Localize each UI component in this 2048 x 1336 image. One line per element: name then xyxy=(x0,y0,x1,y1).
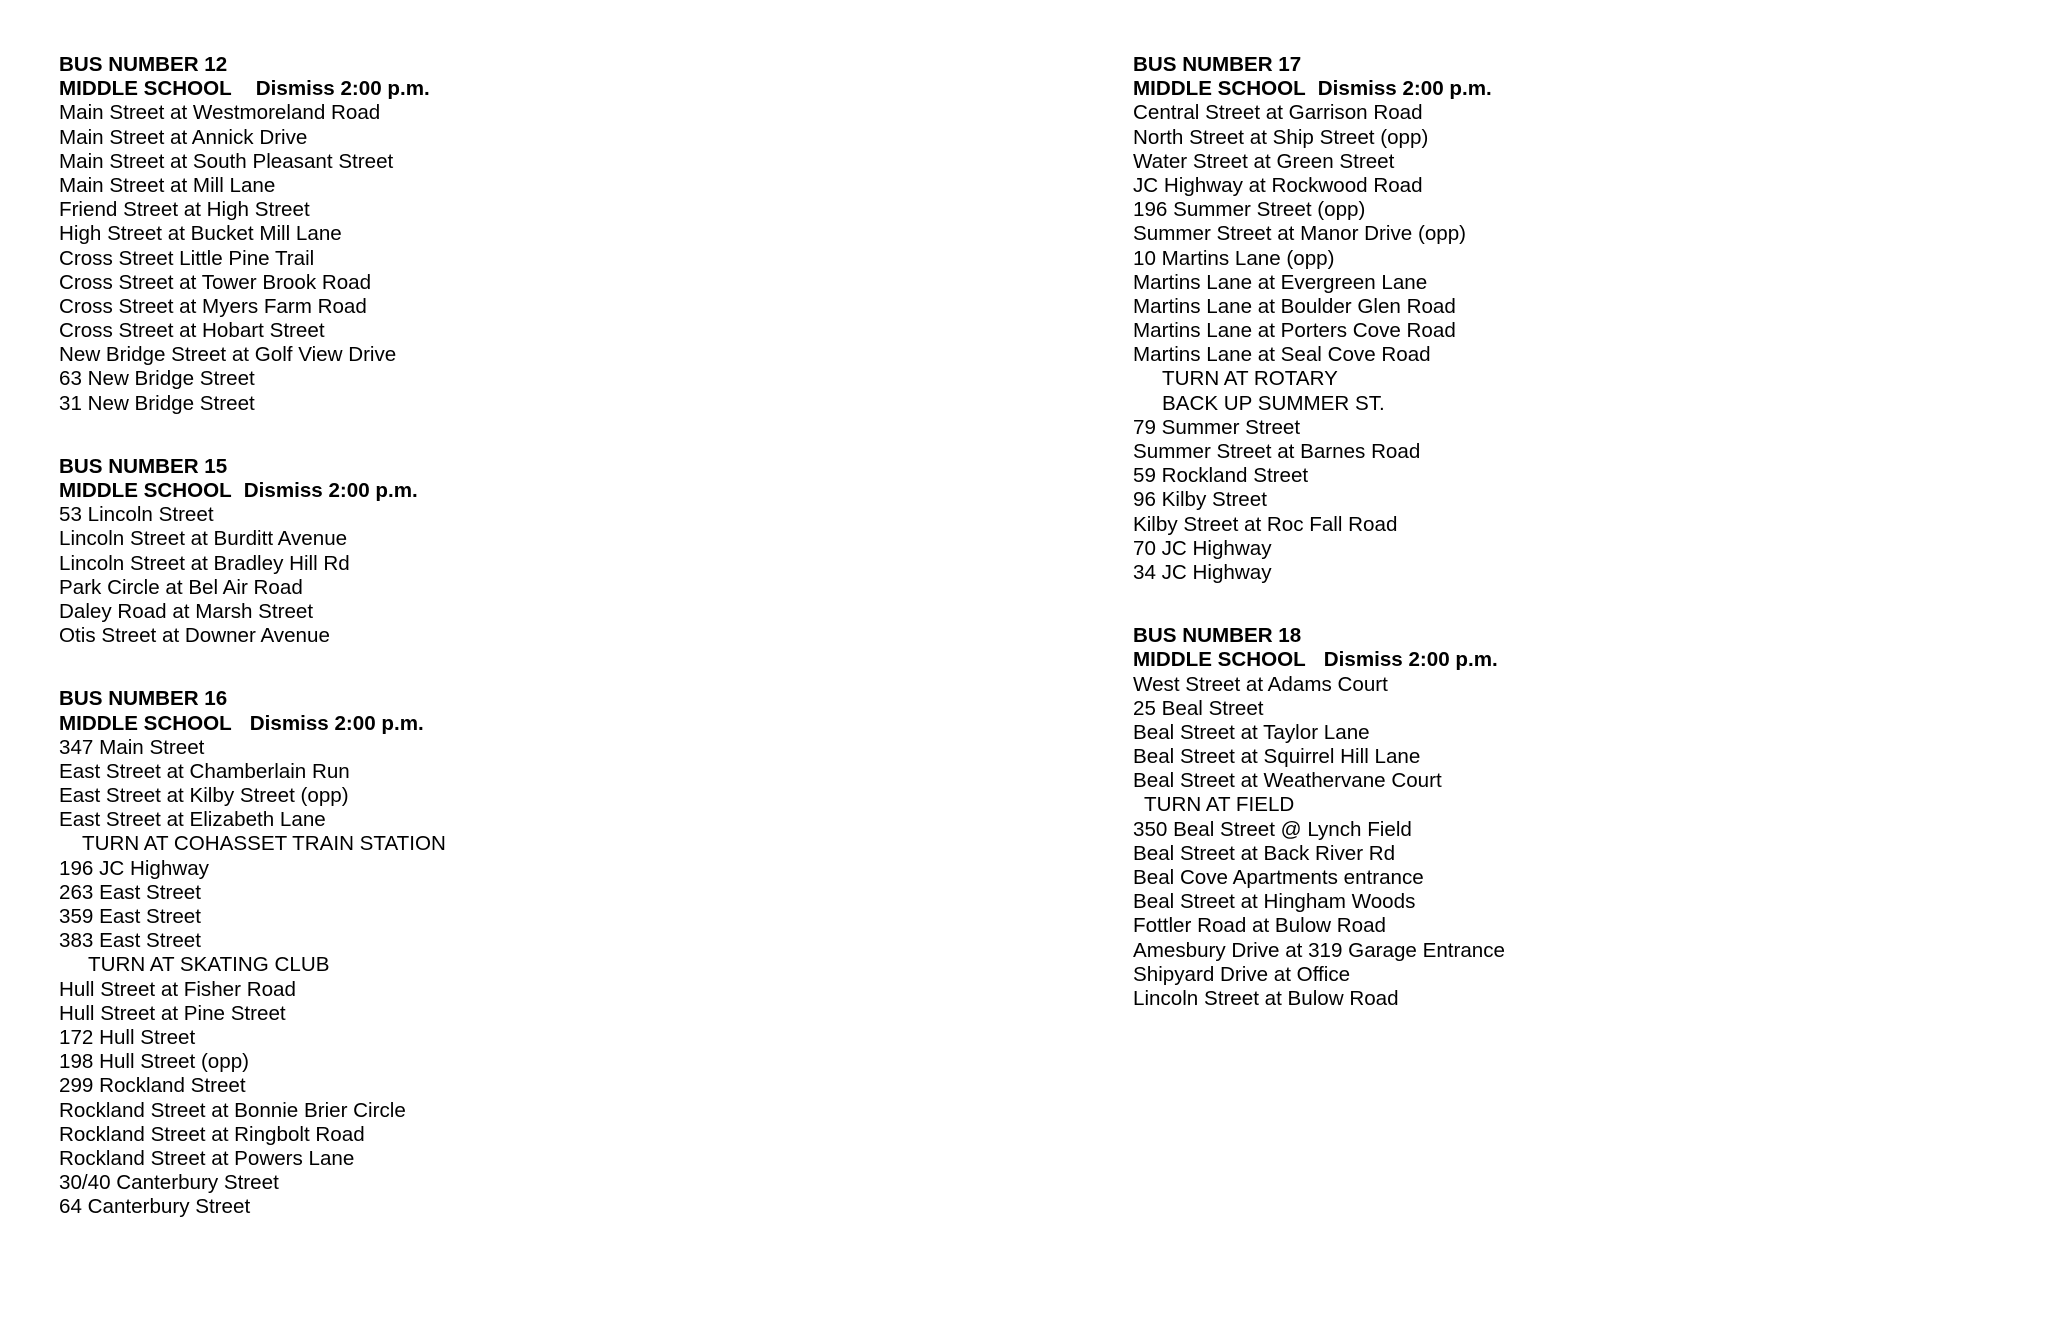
stop: Water Street at Green Street xyxy=(1133,149,1395,173)
stop: Beal Cove Apartments entrance xyxy=(1133,866,1424,889)
stop: West Street at Adams Court xyxy=(1133,672,1388,696)
stop: Rockland Street at Powers Lane xyxy=(59,1146,355,1170)
school-name: MIDDLE SCHOOL xyxy=(1133,648,1306,672)
stop: Daley Road at Marsh Street xyxy=(59,599,314,623)
stop: Lincoln Street at Burditt Avenue xyxy=(59,527,348,551)
bus-number-heading: BUS NUMBER 16 xyxy=(59,687,228,711)
stop: Main Street at South Pleasant Street xyxy=(59,149,394,173)
stop: 172 Hull Street xyxy=(59,1025,196,1049)
dismiss-time: Dismiss 2:00 p.m. xyxy=(243,479,418,502)
stop: 383 East Street xyxy=(59,929,201,953)
stop: Cross Street at Tower Brook Road xyxy=(59,270,372,294)
stop: 263 East Street xyxy=(59,880,201,904)
stop: Friend Street at High Street xyxy=(59,198,310,222)
bus-18-route xyxy=(1133,624,2013,1011)
bus-number-heading: BUS NUMBER 17 xyxy=(1133,53,1302,76)
stop: Beal Street at Weathervane Court xyxy=(1133,769,1442,793)
school-name: MIDDLE SCHOOL xyxy=(59,479,232,502)
stop: 196 JC Highway xyxy=(59,856,209,880)
dismiss-time: Dismiss 2:00 p.m. xyxy=(249,711,424,735)
bus-15-route xyxy=(59,455,1059,649)
stop: 79 Summer Street xyxy=(1133,415,1301,439)
bus-number-heading: BUS NUMBER 12 xyxy=(59,53,228,76)
stop: Martins Lane at Porters Cove Road xyxy=(1133,319,1456,343)
stop: 31 New Bridge Street xyxy=(59,391,255,415)
school-dismiss-line xyxy=(59,712,1059,736)
stop: Main Street at Mill Lane xyxy=(59,173,276,197)
stop: Rockland Street at Ringbolt Road xyxy=(59,1122,365,1146)
stop: Park Circle at Bel Air Road xyxy=(59,575,303,599)
left-column xyxy=(59,53,1059,1258)
stop: East Street at Chamberlain Run xyxy=(59,759,350,783)
stop: New Bridge Street at Golf View Drive xyxy=(59,343,397,367)
bus-number-heading: BUS NUMBER 15 xyxy=(59,454,228,478)
school-dismiss-line xyxy=(59,77,1059,101)
stop: 34 JC Highway xyxy=(1133,560,1272,584)
stop: 196 Summer Street (opp) xyxy=(1133,198,1366,222)
stop: Rockland Street at Bonnie Brier Circle xyxy=(59,1098,406,1122)
stop: 10 Martins Lane (opp) xyxy=(1133,246,1335,270)
bus-number-heading: BUS NUMBER 18 xyxy=(1133,624,1302,648)
stop: Hull Street at Fisher Road xyxy=(59,977,296,1001)
stop: Main Street at Annick Drive xyxy=(59,125,308,149)
route-instruction: TURN AT FIELD xyxy=(1144,793,1295,817)
school-dismiss-line xyxy=(1133,77,2013,101)
school-name: MIDDLE SCHOOL xyxy=(1133,77,1306,101)
stop: 59 Rockland Street xyxy=(1133,464,1309,488)
stop: Fottler Road at Bulow Road xyxy=(1133,914,1386,938)
dismiss-time: Dismiss 2:00 p.m. xyxy=(255,77,430,101)
stop: Martins Lane at Seal Cove Road xyxy=(1133,343,1431,367)
stop: Cross Street at Hobart Street xyxy=(59,319,325,343)
stop: Main Street at Westmoreland Road xyxy=(59,101,381,125)
bus-12-route xyxy=(59,53,1059,416)
stop: Hull Street at Pine Street xyxy=(59,1001,286,1025)
school-dismiss-line xyxy=(59,479,1059,503)
route-instruction: TURN AT ROTARY xyxy=(1162,367,1338,391)
stop: High Street at Bucket Mill Lane xyxy=(59,222,342,246)
stop: East Street at Elizabeth Lane xyxy=(59,808,326,832)
stop: Cross Street Little Pine Trail xyxy=(59,246,315,270)
stop: 30/40 Canterbury Street xyxy=(59,1171,279,1195)
dismiss-time: Dismiss 2:00 p.m. xyxy=(1317,77,1492,101)
stop: Martins Lane at Boulder Glen Road xyxy=(1133,294,1456,318)
dismiss-time: Dismiss 2:00 p.m. xyxy=(1323,648,1498,672)
stop: Summer Street at Manor Drive (opp) xyxy=(1133,222,1467,246)
stop: Cross Street at Myers Farm Road xyxy=(59,294,367,318)
stop: 63 New Bridge Street xyxy=(59,367,255,391)
right-column xyxy=(1133,53,2013,1050)
stop: 96 Kilby Street xyxy=(1133,488,1267,512)
stop: North Street at Ship Street (opp) xyxy=(1133,125,1429,149)
stop: 25 Beal Street xyxy=(1133,696,1264,720)
stop: Otis Street at Downer Avenue xyxy=(59,624,330,648)
stop: Beal Street at Back River Rd xyxy=(1133,841,1396,865)
stop: 64 Canterbury Street xyxy=(59,1195,251,1219)
route-instruction: TURN AT SKATING CLUB xyxy=(88,953,330,977)
bus-17-route xyxy=(1133,53,2013,585)
stop: Beal Street at Taylor Lane xyxy=(1133,720,1370,744)
stop: Kilby Street at Roc Fall Road xyxy=(1133,512,1398,536)
stop: Shipyard Drive at Office xyxy=(1133,962,1351,986)
stop: Central Street at Garrison Road xyxy=(1133,101,1423,125)
route-instruction: BACK UP SUMMER ST. xyxy=(1162,391,1385,415)
stop: 70 JC Highway xyxy=(1133,536,1272,560)
stop: JC Highway at Rockwood Road xyxy=(1133,173,1423,197)
stop: Lincoln Street at Bradley Hill Rd xyxy=(59,551,350,575)
stop: East Street at Kilby Street (opp) xyxy=(59,784,349,808)
stop: Summer Street at Barnes Road xyxy=(1133,440,1421,463)
stop: 53 Lincoln Street xyxy=(59,503,214,527)
stop: 350 Beal Street @ Lynch Field xyxy=(1133,817,1412,841)
bus-16-route xyxy=(59,687,1059,1219)
stop: 198 Hull Street (opp) xyxy=(59,1050,250,1074)
stop: Beal Street at Squirrel Hill Lane xyxy=(1133,745,1421,769)
stop: Beal Street at Hingham Woods xyxy=(1133,890,1416,914)
stop: 299 Rockland Street xyxy=(59,1074,246,1098)
stop: Lincoln Street at Bulow Road xyxy=(1133,986,1399,1010)
stop: 359 East Street xyxy=(59,905,201,928)
school-name: MIDDLE SCHOOL xyxy=(59,77,232,101)
school-name: MIDDLE SCHOOL xyxy=(59,711,232,735)
route-instruction: TURN AT COHASSET TRAIN STATION xyxy=(82,832,446,856)
stop: Martins Lane at Evergreen Lane xyxy=(1133,270,1428,294)
stop: Amesbury Drive at 319 Garage Entrance xyxy=(1133,938,1506,962)
school-dismiss-line xyxy=(1133,648,2013,672)
stop: 347 Main Street xyxy=(59,735,205,759)
